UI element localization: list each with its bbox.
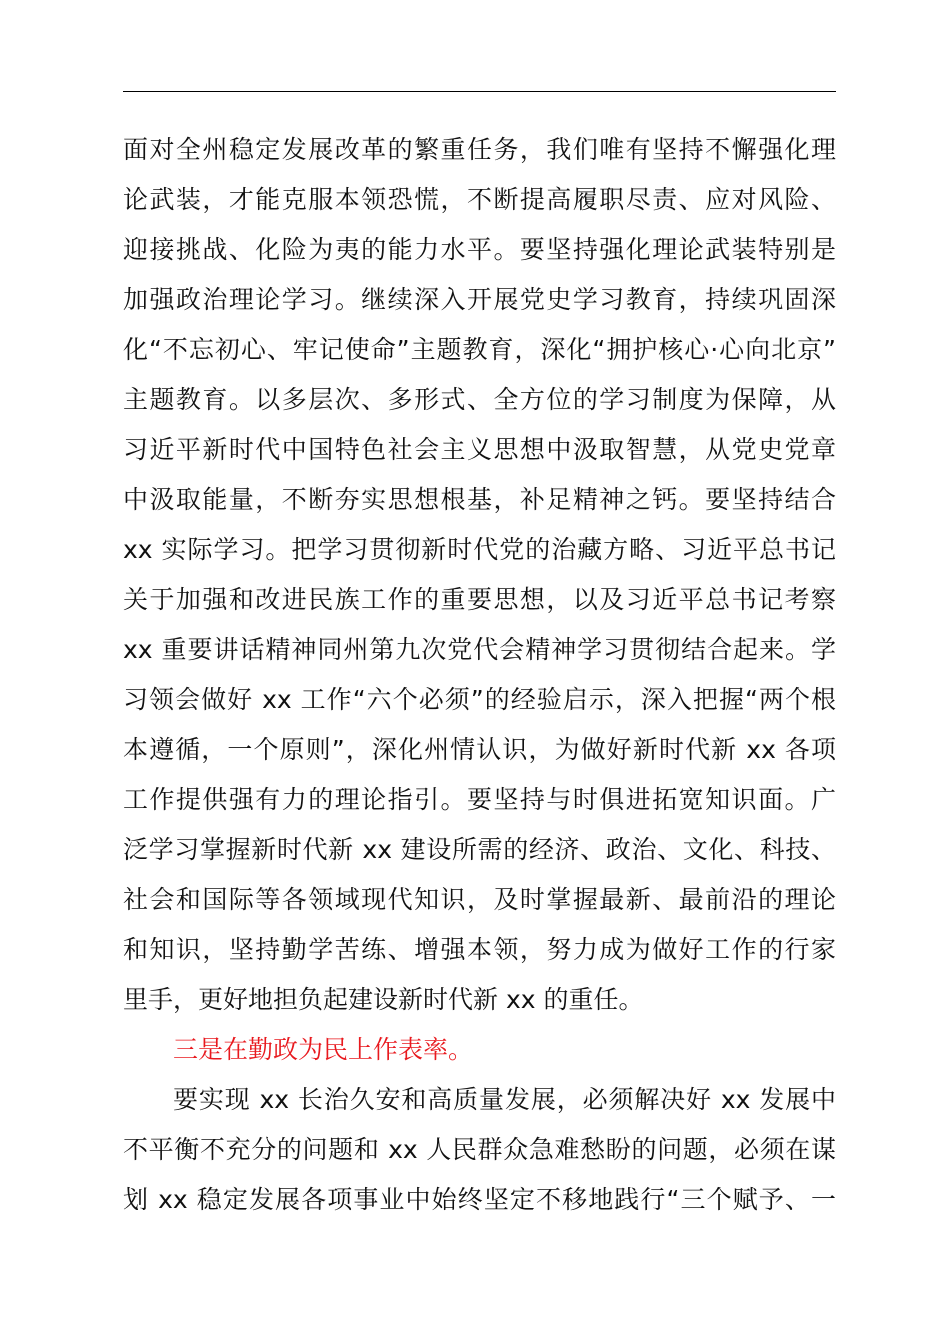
section-heading: 三是在勤政为民上作表率。	[173, 1035, 474, 1064]
paragraph-line: 本遵循，一个原则”，深化州情认识，为做好新时代新 xx 各项	[123, 735, 836, 764]
paragraph-line: 划 xx 稳定发展各项事业中始终坚定不移地践行“三个赋予、一	[123, 1185, 836, 1214]
paragraph-line: 社会和国际等各领域现代知识，及时掌握最新、最前沿的理论	[123, 885, 836, 914]
paragraph-line: 关于加强和改进民族工作的重要思想，以及习近平总书记考察	[123, 585, 836, 614]
paragraph-line: xx 重要讲话精神同州第九次党代会精神学习贯彻结合起来。学	[123, 635, 836, 664]
paragraph-line: 和知识，坚持勤学苦练、增强本领，努力成为做好工作的行家	[123, 935, 836, 964]
paragraph-line: 工作提供强有力的理论指引。要坚持与时俱进拓宽知识面。广	[123, 785, 836, 814]
paragraph-line: 加强政治理论学习。继续深入开展党史学习教育，持续巩固深	[123, 285, 836, 314]
body-text	[123, 125, 836, 1225]
header-rule	[123, 91, 836, 92]
paragraph-line: 里手，更好地担负起建设新时代新 xx 的重任。	[123, 985, 644, 1014]
paragraph-line: 不平衡不充分的问题和 xx 人民群众急难愁盼的问题，必须在谋	[123, 1135, 836, 1164]
paragraph-line: 中汲取能量，不断夯实思想根基，补足精神之钙。要坚持结合	[123, 485, 836, 514]
paragraph-line: xx 实际学习。把学习贯彻新时代党的治藏方略、习近平总书记	[123, 535, 836, 564]
paragraph-line: 泛学习掌握新时代新 xx 建设所需的经济、政治、文化、科技、	[123, 835, 836, 864]
paragraph-line: 面对全州稳定发展改革的繁重任务，我们唯有坚持不懈强化理	[123, 135, 836, 164]
paragraph-line: 主题教育。以多层次、多形式、全方位的学习制度为保障，从	[123, 385, 836, 414]
paragraph-2	[123, 1075, 836, 1225]
paragraph-line: 习领会做好 xx 工作“六个必须”的经验启示，深入把握“两个根	[123, 685, 836, 714]
paragraph-line: 迎接挑战、化险为夷的能力水平。要坚持强化理论武装特别是	[123, 235, 836, 264]
paragraph-1	[123, 125, 836, 1025]
paragraph-line: 要实现 xx 长治久安和高质量发展，必须解决好 xx 发展中	[173, 1085, 837, 1114]
paragraph-line: 习近平新时代中国特色社会主义思想中汲取智慧，从党史党章	[123, 435, 836, 464]
paragraph-line: 化“不忘初心、牢记使命”主题教育，深化“拥护核心·心向北京”	[123, 335, 836, 364]
paragraph-line: 论武装，才能克服本领恐慌，不断提高履职尽责、应对风险、	[123, 185, 836, 214]
